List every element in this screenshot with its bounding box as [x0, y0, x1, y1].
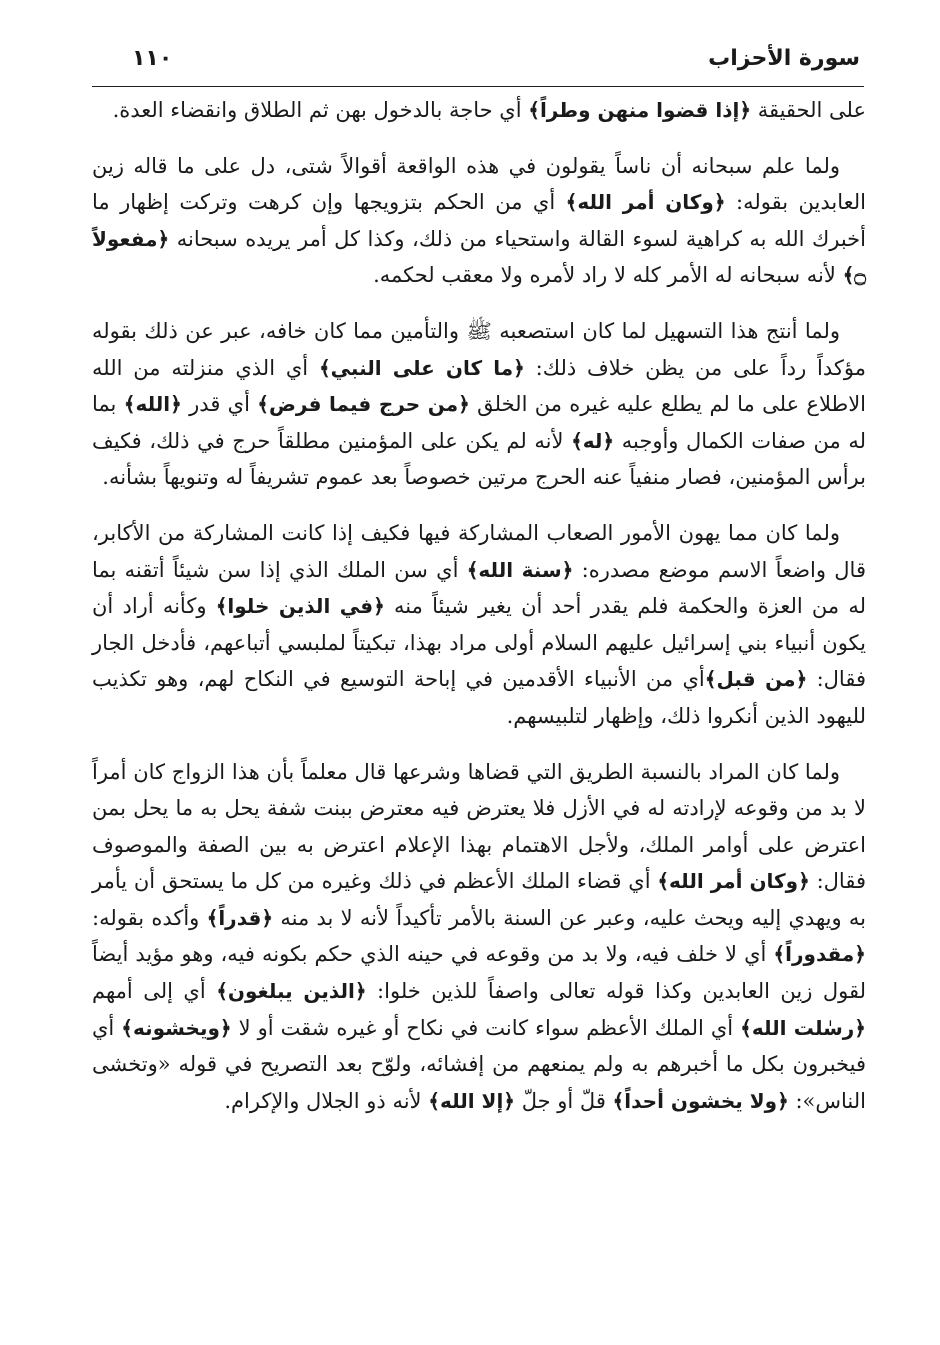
commentary-text: أي قدر	[181, 392, 258, 417]
quran-quote: ﴿له﴾	[571, 428, 615, 453]
quran-quote: ﴿ما كان على النبي﴾	[318, 355, 525, 380]
quran-quote: ﴿في الذين خلوا﴾	[215, 594, 385, 619]
quran-quote: ﴿الله﴾	[123, 392, 182, 417]
commentary-text: بما له من صفات الكمال وأوجبه	[92, 392, 866, 453]
commentary-text: قلّ أو جلّ	[515, 1088, 613, 1113]
commentary-text: أي سن الملك الذي إذا سن شيئاً أتقنه بما له من العزة والحكمة فلم يقدر أحد أن يغير شيئاً منه	[92, 557, 866, 619]
paragraph	[92, 148, 866, 294]
quran-quote: ﴿سنة الله﴾	[466, 557, 574, 582]
quran-quote: ﴿من قبل﴾	[704, 667, 808, 692]
page-number: ١١٠	[132, 46, 173, 71]
quran-quote: ﴿من حرج فيما فرض﴾	[257, 392, 470, 417]
commentary-text: ولما أنتج هذا التسهيل لما كان استصعبه ﷺ والتأمين مما كان خافه، عبر عن ذلك بقوله مؤكداً رداً على من يظن خلاف ذلك:	[92, 318, 867, 380]
commentary-text: أي حاجة بالدخول بهن ثم الطلاق وانقضاء العدة.	[112, 98, 529, 122]
surah-title: سورة الأحزاب	[708, 46, 860, 71]
running-header	[92, 40, 864, 87]
paragraph	[92, 754, 866, 1120]
quran-quote: ﴿إذا قضوا منهن وطراً﴾	[528, 98, 752, 122]
commentary-text: وأكده بقوله:	[92, 905, 207, 930]
commentary-text: لأنه سبحانه له الأمر كله لا راد لأمره ولا معقب لحكمه.	[373, 263, 843, 288]
paragraph	[92, 313, 866, 496]
commentary-text: أي من الأنبياء الأقدمين في إباحة التوسيع في النكاح لهم، وهو تكذيب لليهود الذين أنكروا ذلك، وإظهار لتلبيسهم.	[92, 667, 866, 728]
quran-quote: ﴿مقدوراً﴾	[773, 942, 866, 967]
body-text	[92, 92, 866, 1138]
commentary-text: لأنه لم يكن على المؤمنين مطلقاً حرج في ذلك، فكيف برأس المؤمنين، فصار منفياً عنه الحرج مرتين خصوصاً بعد عموم تشريفاً له وتنويهاً بشأنه.	[92, 428, 866, 490]
paragraph	[92, 92, 866, 129]
commentary-text: ولما كان مما يهون الأمور الصعاب المشاركة فيها فكيف إذا كانت المشاركة من الأكابر، قال واضعاً الاسم موضع مصدره:	[92, 520, 866, 582]
quran-quote: ﴿ولا يخشون أحداً﴾	[612, 1088, 789, 1113]
quran-quote: ﴿قدراً﴾	[206, 905, 274, 930]
commentary-text: أي إلى أمهم	[92, 979, 217, 1004]
paragraph	[92, 515, 866, 735]
commentary-text: أي لا خلف فيه، ولا بد من وقوعه في حينه الذي حكم بكونه فيه، وهو مؤيد أيضاً لقول زين العابدين وكذا قوله تعالى واصفاً للذين خلوا:	[92, 942, 867, 1004]
commentary-text: أي الملك الأعظم سواء كانت في نكاح أو غيره شقت أو لا	[231, 1015, 741, 1040]
quran-quote: ﴿مفعولاً ۝﴾	[92, 226, 866, 288]
commentary-text: أي فيخبرون بكل ما أخبرهم به ولم يمنعهم من إفشائه، ولوّح بعد التصريح في قوله «وتخشى الناس»:	[92, 1015, 866, 1113]
quran-quote: ﴿وكان أمر الله﴾	[565, 190, 726, 215]
quran-quote: ﴿ويخشونه﴾	[121, 1015, 232, 1040]
commentary-text: ولما علم سبحانه أن ناساً يقولون في هذه الواقعة أقوالاً شتى، دل على ما قاله زين العابدين بقوله:	[92, 153, 866, 215]
quran-quote: ﴿رسٰلت الله﴾	[740, 1015, 867, 1040]
commentary-text: أي الذي منزلته من الله الاطلاع على ما لم يطلع عليه غيره من الخلق	[92, 355, 867, 417]
commentary-text: لأنه ذو الجلال والإكرام.	[224, 1088, 429, 1113]
quran-quote: ﴿وكان أمر الله﴾	[657, 869, 810, 894]
commentary-text: وكأنه أراد أن يكون أنبياء بني إسرائيل عليهم السلام أولى مراد بهذا، تبكيتاً لملبسي أتباعهم، فأدخل الجار فقال:	[92, 594, 866, 692]
quran-quote: ﴿إلا الله﴾	[428, 1088, 516, 1113]
commentary-text: أي من الحكم بتزويجها وإن كرهت وتركت إظهار ما أخبرك الله به كراهية لسوء القالة واستحياء من ذلك، وكذا كل أمر يريده سبحانه	[92, 190, 866, 251]
commentary-text: أي قضاء الملك الأعظم في ذلك وغيره من كل ما يستحق أن يأمر به ويهدي إليه ويحث عليه، وعبر عن السنة بالأمر تأكيداً لأنه لا بد منه	[92, 869, 866, 930]
commentary-text: ولما كان المراد بالنسبة الطريق التي قضاها وشرعها قال معلماً بأن هذا الزواج كان أمراً لا بد من وقوعه لإرادته له في الأزل فلا يعترض فيه معترض ببنت شفة يحل به ما يحل بمن اعترض على أوامر الملك، ولأجل الاهتمام بهذا الإعلام اعترض به بين الصفة والموصوف فقال:	[92, 759, 866, 894]
commentary-text: على الحقيقة	[751, 98, 866, 122]
quran-quote: ﴿الذين يبلغون﴾	[216, 979, 367, 1004]
